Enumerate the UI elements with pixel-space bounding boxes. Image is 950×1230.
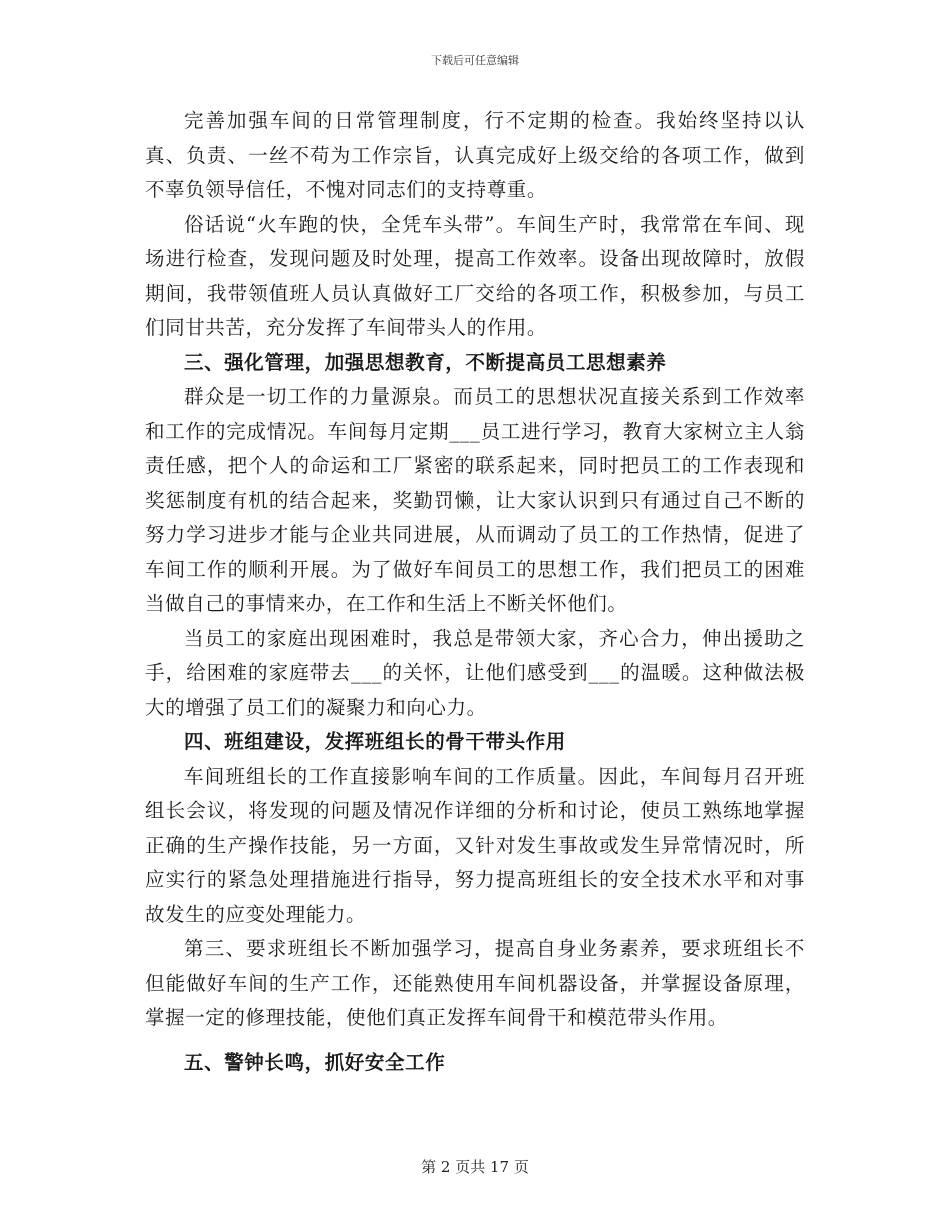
document-body: [145, 104, 805, 1080]
page-number: 第 2 页共 17 页: [421, 1158, 529, 1176]
paragraph-management-system: 完善加强车间的日常管理制度，行不定期的检查。我始终坚持以认真、负责、一丝不苟为工作宗旨，认真完成好上级交给的各项工作，做到不辜负领导信任，不愧对同志们的支持尊重。: [145, 109, 805, 201]
section-heading-4: 四、班组建设，发挥班组长的骨干带头作用: [184, 730, 566, 753]
section-heading-3: 三、强化管理，加强思想教育，不断提高员工思想素养: [184, 350, 667, 374]
paragraph-staff-education: 群众是一切工作的力量源泉。而员工的思想状况直接关系到工作效率和工作的完成情况。车间每月定期___员工进行学习，教育大家树立主人翁责任感，把个人的命运和工厂紧密的联系起来，同时把员工的工作表现和奖惩制度有机的结合起来，奖勤罚懒，让大家认识到只有通过自己不断的努力学习进步才能与企业共同进展，从而调动了员工的工作热情，促进了车间工作的顺利开展。为了做好车间员工的思想工作，我们把员工的困难当做自己的事情来办，在工作和生活上不断关怀他们。: [145, 385, 805, 615]
paragraph-family-support: 当员工的家庭出现困难时，我总是带领大家，齐心合力，伸出援助之手，给困难的家庭带去___的关怀，让他们感受到___的温暖。这种做法极大的增强了员工们的凝聚力和向心力。: [145, 626, 805, 719]
section-heading-5: 五、警钟长鸣，抓好安全工作: [184, 1050, 446, 1074]
paragraph-team-leader-study: 第三、要求班组长不断加强学习，提高自身业务素养，要求班组长不但能做好车间的生产工作，还能熟使用车间机器设备，并掌握设备原理，掌握一定的修理技能，使他们真正发挥车间骨干和模范带头作用。: [145, 937, 805, 1029]
paragraph-team-leader-meeting: 车间班组长的工作直接影响车间的工作质量。因此，车间每月召开班组长会议，将发现的问题及情况作详细的分析和讨论，使员工熟练地掌握正确的生产操作技能，另一方面，又针对发生事故或发生异常情况时，所应实行的紧急处理措施进行指导，努力提高班组长的安全技术水平和对事故发生的应变处理能力。: [145, 764, 805, 926]
paragraph-train-proverb: 俗话说“火车跑的快，全凭车头带”。车间生产时，我常常在车间、现场进行检查，发现问题及时处理，提高工作效率。设备出现故障时，放假期间，我带领值班人员认真做好工厂交给的各项工作，积极参加，与员工们同甘共苦，充分发挥了车间带头人的作用。: [145, 212, 805, 339]
page-header: 下载后可任意编辑: [431, 54, 519, 67]
